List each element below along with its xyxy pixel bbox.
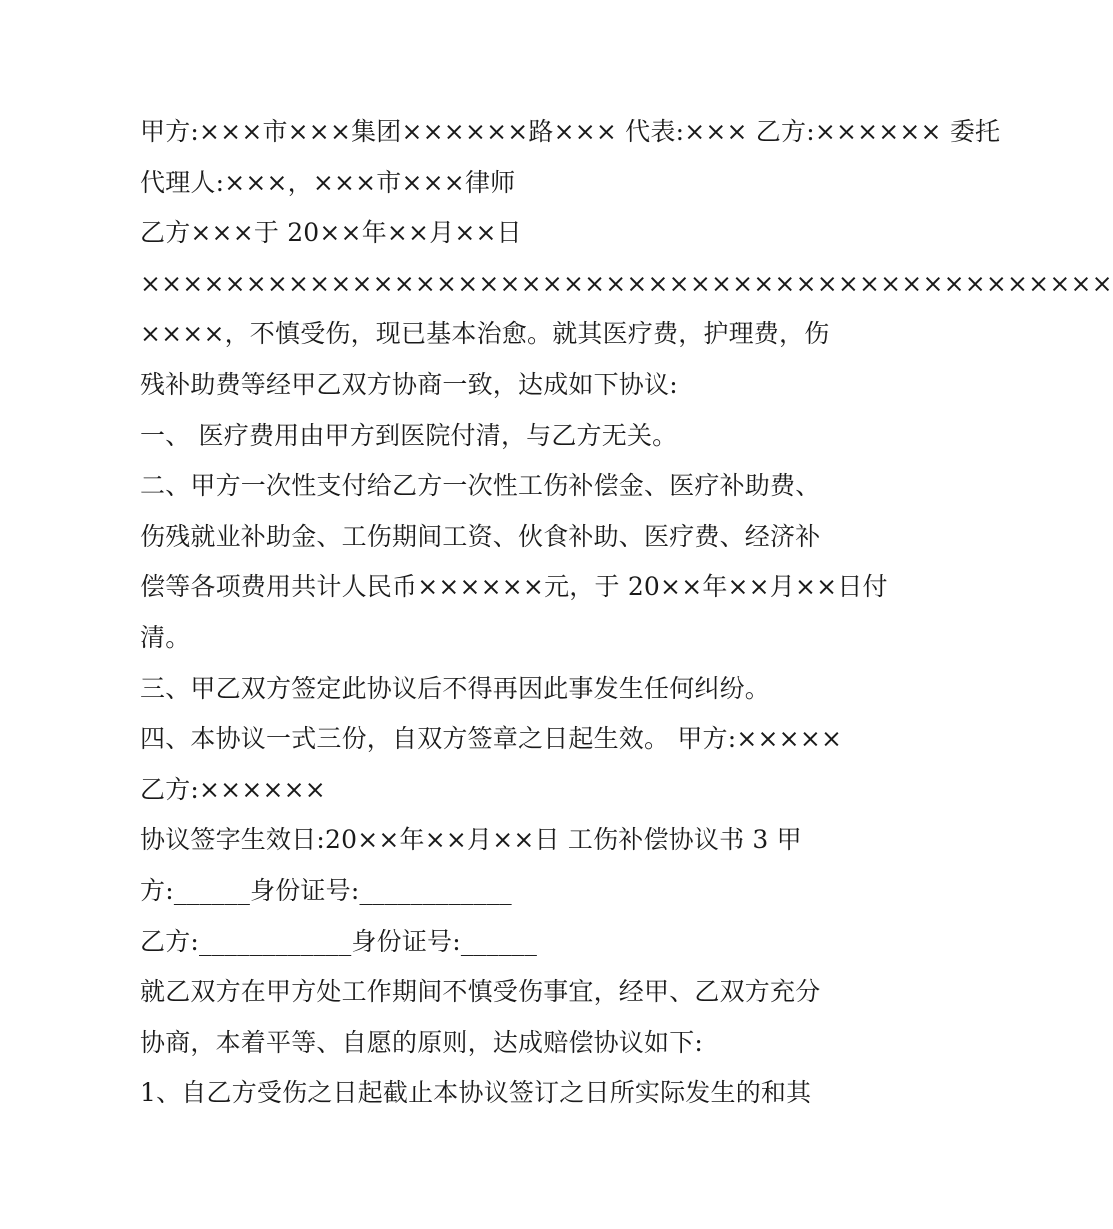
- line-clause-2d: 清。: [140, 622, 191, 652]
- line-clause-1: 一、 医疗费用由甲方到医院付清，与乙方无关。: [140, 420, 678, 450]
- document-body: [140, 107, 1113, 1119]
- line-clause-2c: 偿等各项费用共计人民币××××××元，于 20××年××月××日付: [140, 572, 888, 602]
- line-second-intro-a: 就乙双方在甲方处工作期间不慎受伤事宜，经甲、乙双方充分: [140, 977, 821, 1007]
- line-party-a-id: 方:______身份证号:____________: [140, 875, 512, 905]
- line-sign-date: 协议签字生效日:20××年××月××日 工伤补偿协议书 3 甲: [140, 825, 802, 855]
- line-agent: 代理人:×××，×××市×××律师: [140, 167, 516, 197]
- line-clause-2a: 二、甲方一次性支付给乙方一次性工伤补偿金、医疗补助费、: [140, 471, 821, 501]
- line-clause-3: 三、甲乙双方签定此协议后不得再因此事发生任何纠纷。: [140, 673, 771, 703]
- line-second-clause-1: 1、自乙方受伤之日起截止本协议签订之日所实际发生的和其: [140, 1078, 812, 1108]
- line-injury: ××××，不慎受伤，现已基本治愈。就其医疗费，护理费，伤: [140, 319, 830, 349]
- line-redacted: ××××××××××××××××××××××××××××××××××××××××××××××: [140, 268, 1113, 298]
- line-second-intro-b: 协商，本着平等、自愿的原则，达成赔偿协议如下:: [140, 1027, 704, 1057]
- line-party-b-id: 乙方:____________身份证号:______: [140, 926, 538, 956]
- line-party-a-header: 甲方:×××市×××集团××××××路××× 代表:××× 乙方:×××××× 委托: [140, 117, 1001, 146]
- line-clause-2b: 伤残就业补助金、工伤期间工资、伙食补助、医疗费、经济补: [140, 521, 821, 551]
- line-party-b: 乙方:××××××: [140, 774, 326, 804]
- line-agreement-intro: 残补助费等经甲乙双方协商一致，达成如下协议:: [140, 369, 678, 399]
- line-date: 乙方×××于 20××年××月××日: [140, 218, 522, 248]
- line-clause-4: 四、本协议一式三份，自双方签章之日起生效。 甲方:×××××: [140, 724, 843, 754]
